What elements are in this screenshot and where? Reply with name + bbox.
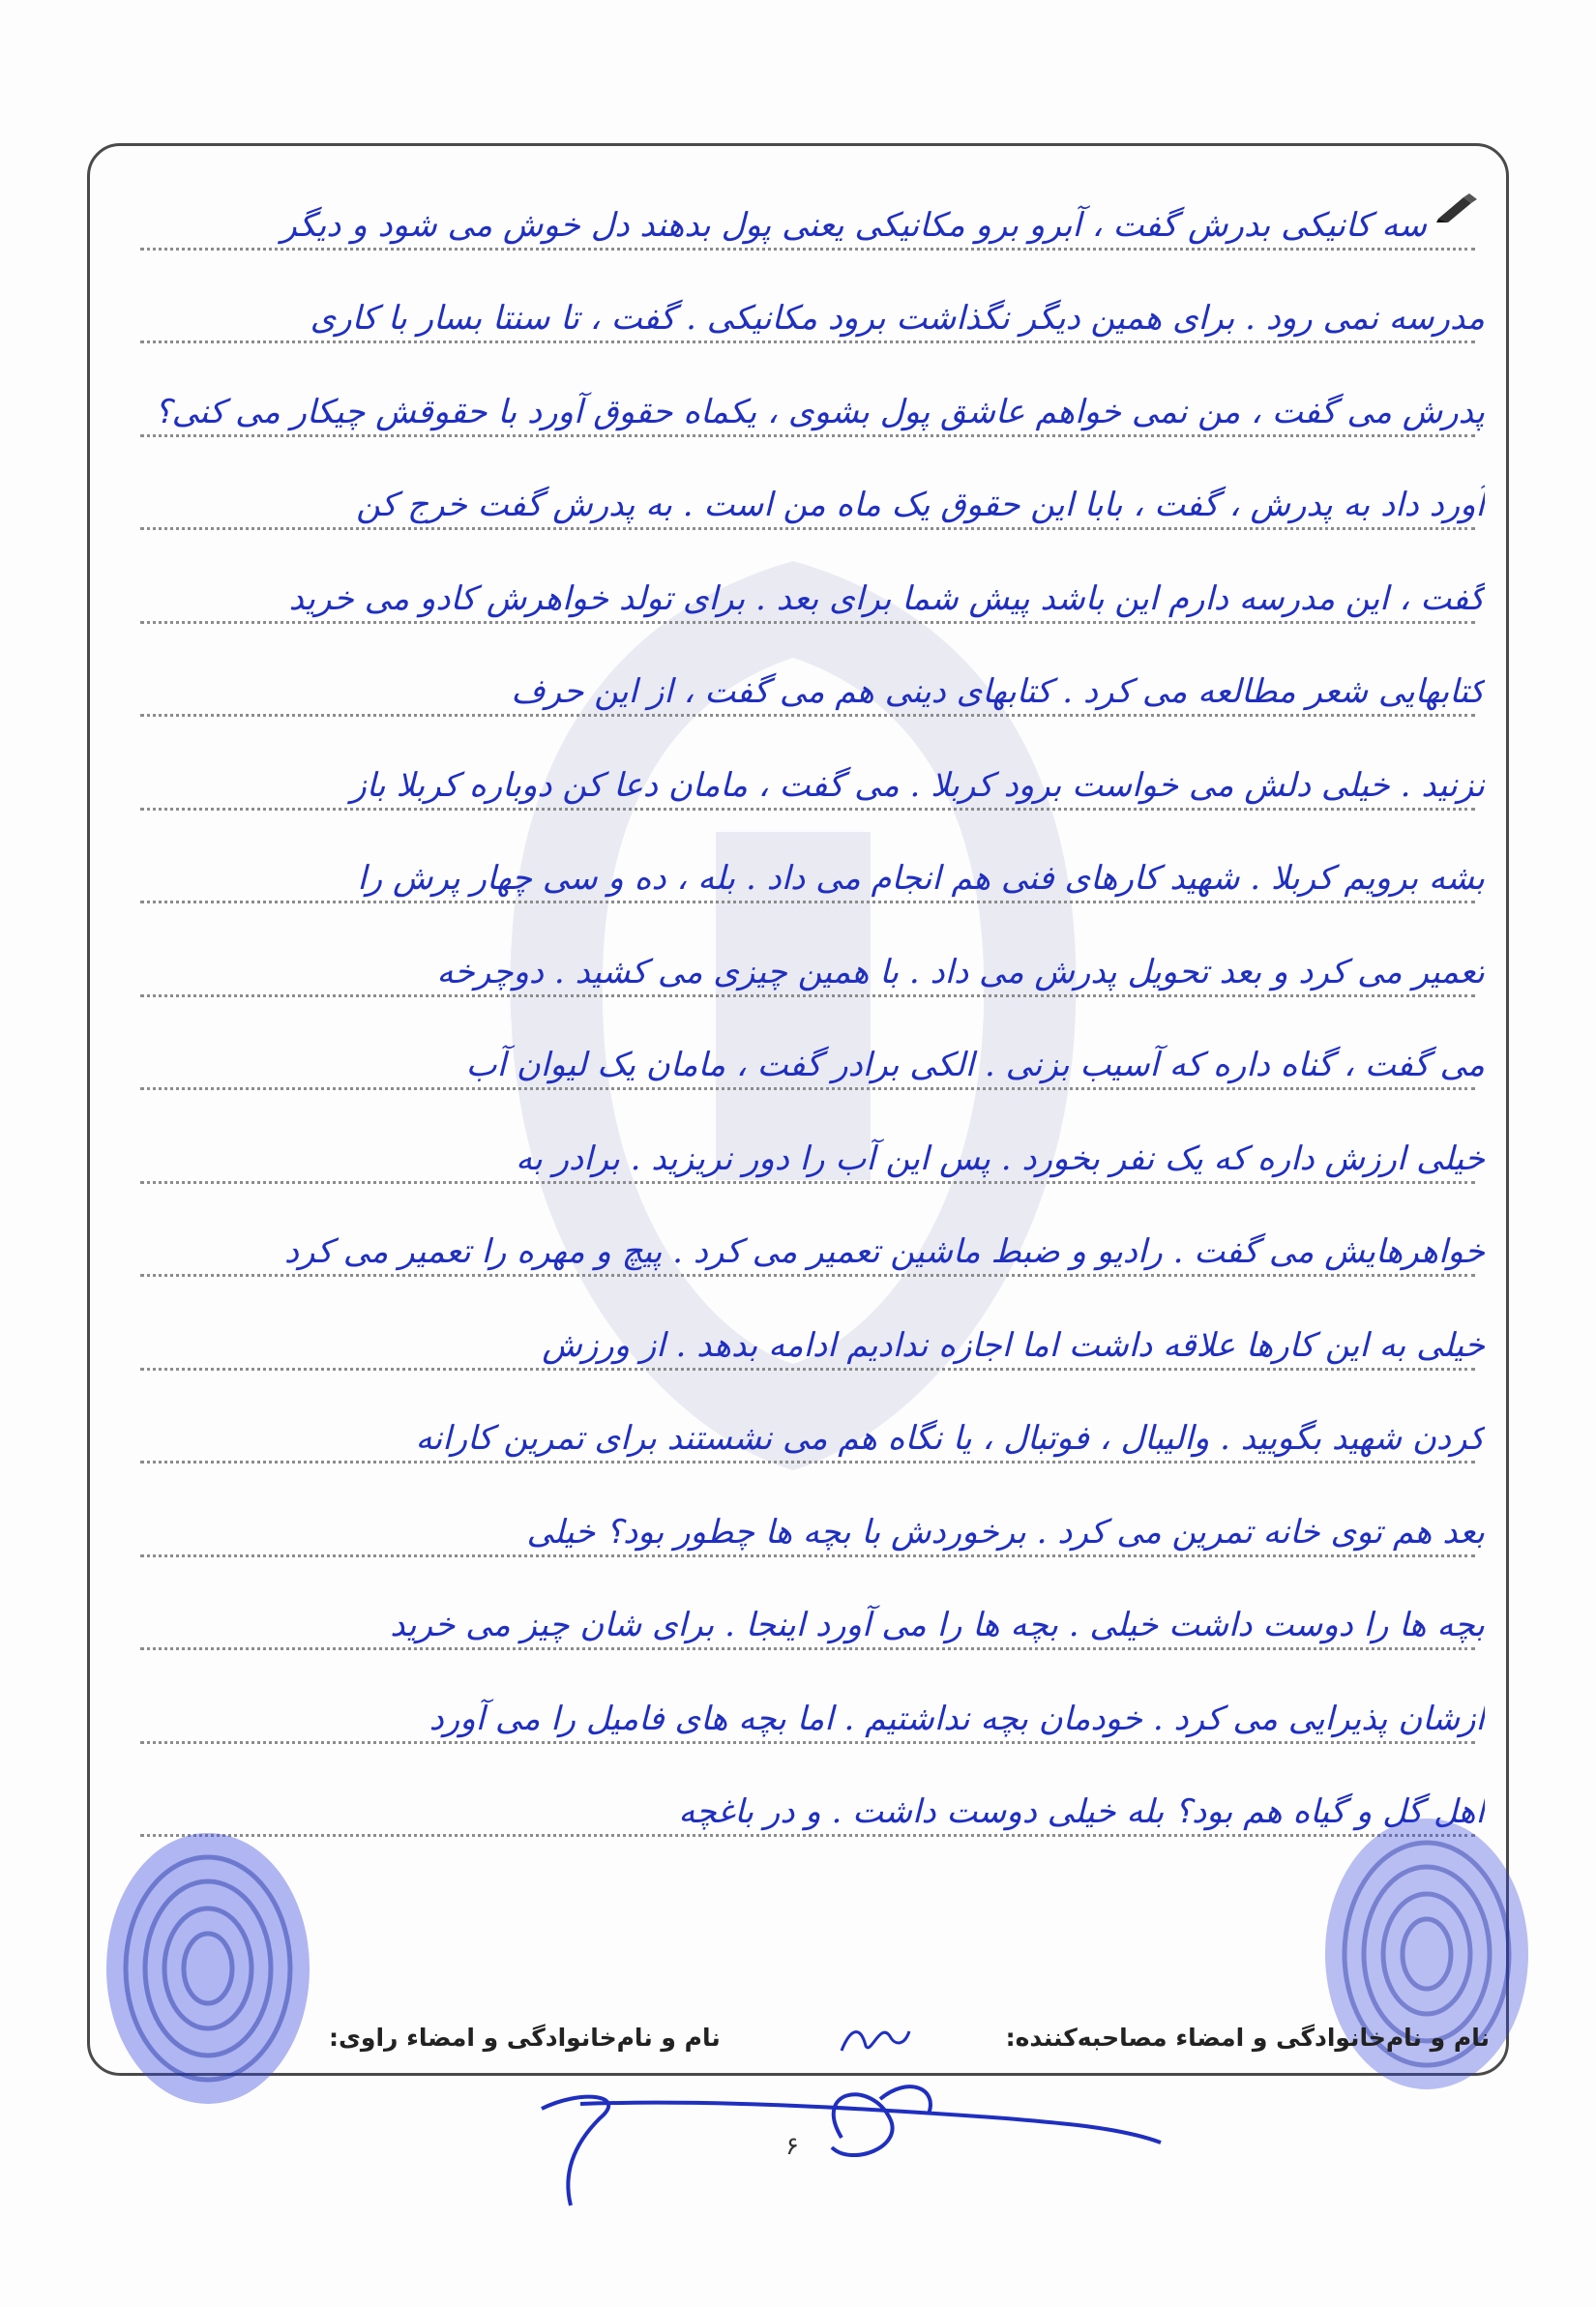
dotted-guide [140, 1274, 1475, 1277]
dotted-guide [140, 1181, 1475, 1184]
handwritten-line: بعد هم توی خانه تمرین می کرد . برخوردش با بچه ها چطور بود؟ خیلی [526, 1512, 1485, 1552]
handwritten-line: خواهرهایش می گفت . رادیو و ضبط ماشین تعمیر می کرد . پیچ ‌و مهره را تعمیر می کرد [283, 1232, 1485, 1271]
handwritten-line: تعمیر می کرد و بعد تحویل پدرش می داد . با همین چیزی می کشید . دوچرخه [436, 952, 1485, 991]
narrator-signature-label: نام و نام‌خانوادگی و امضاء راوی: [329, 2024, 721, 2052]
dotted-guide [140, 340, 1475, 343]
fingerprint-left [97, 1823, 319, 2114]
interviewer-signature [837, 2017, 914, 2060]
text-line-6 [111, 641, 1485, 735]
handwritten-text-area [111, 174, 1485, 1854]
dotted-guide [140, 248, 1475, 251]
interviewer-signature-label: نام و نام‌خانوادگی و امضاء مصاحبه‌کننده: [1005, 2024, 1490, 2052]
signature-footer [106, 2024, 1490, 2062]
handwritten-line: سه کانیکی بدرش گفت ، آبرو برو مکانیکی یعنی پول بدهند دل خوش می شود و دیگر [281, 205, 1427, 245]
dotted-guide [140, 1368, 1475, 1371]
text-line-9 [111, 921, 1485, 1015]
handwritten-line: می گفت ، گناه داره که آسیب بزنی . الکی برادر گفت ، مامان یک لیوان آب [465, 1046, 1485, 1084]
dotted-guide [140, 621, 1475, 624]
dotted-guide [140, 714, 1475, 717]
narrator-signature [522, 2070, 1180, 2234]
dotted-guide [140, 434, 1475, 437]
text-line-8 [111, 828, 1485, 922]
text-line-14 [111, 1388, 1485, 1482]
handwritten-line: خیلی ارزش داره که یک نفر بخورد . پس این آب را دور نریزید . برادر به [516, 1139, 1485, 1178]
dotted-guide [140, 1461, 1475, 1464]
text-line-10 [111, 1015, 1485, 1109]
text-line-4 [111, 455, 1485, 548]
dotted-guide [140, 1647, 1475, 1650]
dotted-guide [140, 1554, 1475, 1557]
handwritten-line: کردن شهید بگویید . والیبال ، فوتبال ، یا نگاه هم می نشستند برای تمرین کارانه [415, 1419, 1485, 1458]
dotted-guide [140, 1087, 1475, 1090]
text-line-12 [111, 1201, 1485, 1295]
pen-icon [1434, 192, 1479, 224]
text-line-15 [111, 1481, 1485, 1575]
page-number: ۶ [785, 2132, 799, 2161]
text-line-7 [111, 734, 1485, 828]
text-line-16 [111, 1575, 1485, 1669]
text-line-3 [111, 361, 1485, 455]
handwritten-line: ازشان پذیرایی می کرد . خودمان بچه نداشتیم . اما بچه های فامیل را می آورد [429, 1699, 1485, 1738]
dotted-guide [140, 1834, 1475, 1837]
dotted-guide [140, 1741, 1475, 1744]
handwritten-line: مدرسه نمی رود . برای همین دیگر نگذاشت برود مکانیکی . گفت ، تا سنتا بسار با کاری [310, 299, 1485, 338]
handwritten-line: کتابهایی شعر مطالعه می کرد . کتابهای دینی هم می گفت ، از این حرف [511, 672, 1485, 711]
dotted-guide [140, 901, 1475, 903]
text-line-2 [111, 268, 1485, 362]
handwritten-line: آورد داد به پدرش ، گفت ، بابا این حقوق یک ماه من است . به پدرش گفت خرج کن [356, 486, 1485, 524]
text-line-17 [111, 1668, 1485, 1761]
text-line-13 [111, 1294, 1485, 1388]
handwritten-line: بشه برویم کربلا . شهید کارهای فنی هم انجام می داد . بله ، ده و سی چهار پرش را [357, 859, 1485, 898]
dotted-guide [140, 994, 1475, 997]
dotted-guide [140, 527, 1475, 530]
handwritten-line: نزنید . خیلی دلش می خواست برود کربلا . می گفت ، مامان دعا کن دوباره کربلا باز [350, 765, 1485, 805]
text-line-1 [111, 174, 1485, 268]
text-line-5 [111, 547, 1485, 641]
handwritten-line: گفت ، این مدرسه دارم این باشد پیش شما برای بعد . برای تولد خواهرش کادو می خرید [288, 578, 1485, 618]
handwritten-line: بچه ها را دوست داشت خیلی . بچه ها را می آورد اینجا . برای شان چیز می خرید [390, 1606, 1485, 1644]
handwritten-line: خیلی به این کارها علاقه داشت اما اجازه ندادیم ادامه بدهد . از ورزش [542, 1325, 1485, 1365]
handwritten-line: پدرش می گفت ، من نمی خواهم عاشق پول بشوی ، یکماه حقوق آورد با حقوقش چیکار می کنی؟ [154, 392, 1485, 431]
handwritten-line: اهل گل و گیاه هم بود؟ بله خیلی دوست داشت . و در باغچه [678, 1792, 1485, 1831]
dotted-guide [140, 808, 1475, 811]
text-line-11 [111, 1108, 1485, 1201]
